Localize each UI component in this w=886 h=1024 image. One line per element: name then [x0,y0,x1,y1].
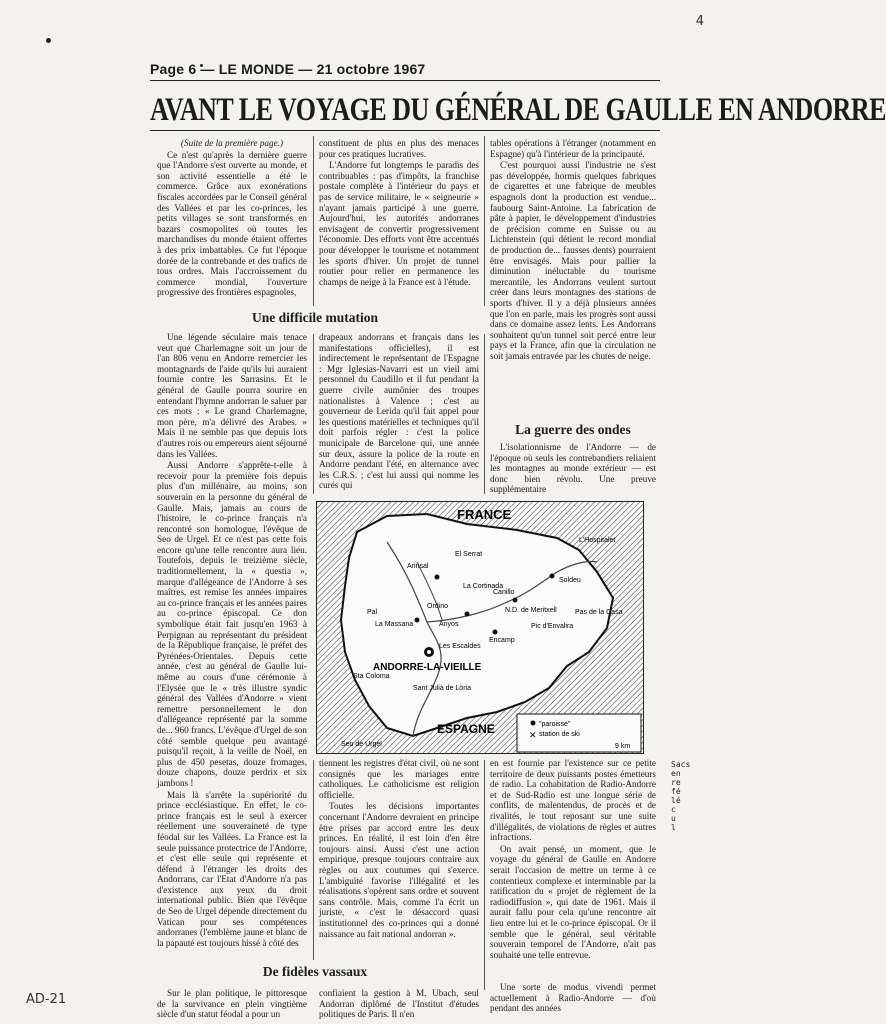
archive-page-number: 4 [695,14,704,29]
paragraph: Ce n'est qu'après la dernière guerre que l'Andorre s'est ouverte au monde, et son activité essentielle a été le commerce. Grâce aux exonérations fiscales accordées par le Conseil général des Vallées et par les co-princes, les petits villages se sont transformés en bazars cosmopolites où toutes les marchandises du monde étaient offertes à des prix imbattables. Ce fut l'époque dorée de la contrebande et des trafics de tous ordres. Mais l'accroissement du commerce mondial, l'ouverture progressive des frontières espagnoles, [157,149,307,298]
legend-parish: "paroisse" [539,721,571,728]
paragraph: Une légende séculaire mais tenace veut que Charlemagne soit un jour de l'an 806 venu en Andorre remercier les montagnards de l'aide qu'ils lui auraient fournie contre les Sarrasins. Et le général de Gaulle pourra sourire en entendant l'hymne andorran le saluer par ces mots : « Le grand Charlemagne, mon père, m'a délivré des Arabes. » Mais il ne semble pas que depuis lors d'autres rois ou empereurs aient séjourné dans les Vallées. [157,332,307,459]
paragraph: confiaient la gestion à M. Ubach, seul Andorran diplômé de l'Institut d'études politiques de Paris. Il n'en [319,988,479,1020]
map-place: Pal [367,609,378,616]
column-2-low [319,758,479,958]
paragraph: en est fournie par l'existence sur ce petite territoire de deux puissants postes émetteurs de radio. La cohabitation de Radio-Andorre et de Sud-Radio est une longue série de conflits, de malentendus, de procès et de rivalités, le tout reposant sur une suite d'illégalités, de violations de règles et autres infractions. [490,758,656,843]
column-divider [484,136,485,306]
village-marker [493,630,498,635]
map-place: Arinsal [407,563,429,570]
section-heading: De fidèles vassaux [262,964,368,979]
map-place: Anyos [439,621,459,628]
paragraph: drapeaux andorrans et français dans les manifestations officielles), il est indirectement le représentant de l'Espagne : Mgr Iglesias-Navarri est un vieil ami personnel du Caudillo et il fut pendant la guerre civile aumônier des troupes nationalistes à Valence ; c'est au gouverneur de Lerida qu'il fait appel pour les questions matérielles et techniques qu'il doit parfois régler : c'est la police municipale de Barcelone qui, une année sur deux, assure la police de la route en Andorre pendant l'été, en alternance avec les C.R.S. ; c'est lui aussi qui nomme les curés qui [319,332,479,491]
map-place: Sta Coloma [353,673,390,680]
header-rule [150,80,660,81]
village-marker [415,618,420,623]
andorra-map [316,501,644,754]
section-heading: La guerre des ondes [515,422,631,437]
section-heading: Une difficile mutation [252,310,378,325]
column-1-bot [157,988,307,1022]
paragraph: tables opérations à l'étranger (notamment en Espagne) qu'à l'intérieur de la principauté. [490,138,656,159]
map-place: Soldeu [559,577,581,584]
village-marker [513,598,518,603]
map-place: Sant Julià de Lòria [413,685,471,692]
column-3-bot [490,982,656,1022]
paragraph: Toutes les décisions importantes concernant l'Andorre devraient en principe être prises par accord entre les deux princes. En réalité, il est loin d'en être toujours ainsi. Aussi c'est une action empirique, presque toujours contraire aux règles ou aux coutumes qui s'exerce. L'ambiguïté favorise l'illégalité et les réalisations s'opèrent sans ordre et souvent sans contrôle. Mais, comme l'a écrit un juriste, « c'est le désaccord quasi institutionnel des co-princes qui a donné naissance au fait national andorran ». [319,801,479,939]
map-place: L'Hospitalet [579,537,616,544]
headline: AVANT LE VOYAGE DU GÉNÉRAL DE GAULLE EN ANDORRE [150,91,886,128]
column-divider [313,136,314,306]
map-place: La Cortinada [463,583,504,590]
village-marker [465,612,470,617]
map-place: Les Escaldes [439,643,481,650]
column-3-mid [490,442,656,496]
map-label-france: FRANCE [457,507,512,522]
column-2-bot [319,988,479,1022]
map-place: Pas de la Casa [575,609,623,616]
paragraph: L'isolationnisme de l'Andorre — de l'époque où seuls les contrebandiers reliaient les montagnes au monde extérieur — est donc bien révolu. Une preuve supplémentaire [490,442,656,495]
map-place: Canillo [493,589,515,596]
legend-ski: station de ski [539,731,580,738]
map-place: El Serrat [455,551,483,558]
column-divider [313,334,314,494]
column-divider [484,760,485,990]
paragraph: tiennent les registres d'état civil, où ne sont consignés que les mariages entre catholiques. Le catholicisme est religion officielle. [319,758,479,800]
archive-code: AD-21 [26,992,67,1007]
map-place: Ordino [427,603,449,610]
map-label-espagne: ESPAGNE [437,722,495,736]
village-marker [550,574,555,579]
column-3-low [490,758,656,978]
legend-parish-marker [531,721,536,726]
map-scale: 9 km [615,743,631,750]
ski-icon: ✕ [529,730,537,740]
paragraph: Sur le plan politique, le pittoresque de la survivance en plein vingtième siècle d'un statut féodal a pour un [157,988,307,1020]
map-place: Seo de Urgel [341,741,382,748]
paragraph: C'est pourquoi aussi l'industrie ne s'est pas développée, hormis quelques fabriques de cigarettes et une fabrique de meubles espagnols dont la production est vendue... faubourg Saint-Antoine. La fabrication de pâte à papier, le développement d'industries de précision comme en Suisse ou au Lichtenstein (qui détient le record mondial de production de... fausses dents) pourraient être envisagés. Mais pour pallier la diminution inéluctable du tourisme mercantile, les Andorrans veulent surtout créer dans leurs montagnes des stations de sports d'hiver. Il y a déjà plusieurs années que l'on en parle, mais les progrès sont aussi dans ce domaine assez lents. Les Andorrans souhaitent qu'un tunnel soit percé entre leur pays et la France, afin que la circulation ne soit jamais entravée par les chutes de neige. [490,160,656,361]
column-1-mid [157,332,307,958]
headline-rule [150,130,660,131]
map-place: Pic d'Envalira [531,623,574,630]
faint-margin-annotation [96,325,136,585]
column-divider [484,334,485,494]
column-2-top [319,138,479,306]
village-marker [435,575,440,580]
paragraph: Mais là s'arrête la supériorité du prince ecclésiastique. En effet, le co-prince français est le seul à exercer réellement une souveraineté de type féodal sur les Vallées. La France est la seule puissance protectrice de l'Andorre, et c'est elle seule qui représente et défend à l'étranger les droits des Andorrans, car l'Etat d'Andorre n'a pas d'existence aux yeux du droit international public. Bien que l'évêque de Seo de Urgel dépende directement du Vatican pour ses compétences andorranes (l'emblème jaune et blanc de la papauté est toujours hissé à côté des [157,789,307,948]
column-3-top [490,138,656,416]
page-header: Page 6 — LE MONDE — 21 octobre 1967 [150,61,426,77]
paragraph: Une sorte de modus vivendi permet actuellement à Radio-Andorre — d'où pendant des années [490,982,656,1014]
continuation-note: (Suite de la première page.) [180,138,284,148]
paragraph: On avait pensé, un moment, que le voyage du général de Gaulle en Andorre serait l'occasion de mettre un terme à ce contentieux complexe et interminable par la ratification du « projet de règlement de la radiodiffusion », qui date de 1961. Mais il aurait fallu pour cela qu'une rencontre ait lieu entre lui et le co-prince épiscopal. Or il semble que le général, seul véritable souverain temporel de l'Andorre, n'ait pas souhaité une telle entrevue. [490,843,656,960]
map-place: N.D. de Meritxell [505,607,557,614]
map-graphic [317,502,643,753]
map-label-capital: ANDORRE-LA-VIEILLE [373,662,482,673]
map-place: Encamp [489,637,515,644]
column-divider [313,760,314,960]
paragraph: L'Andorre fut longtemps le paradis des contribuables : pas d'impôts, la franchise postale complète à l'intérieur du pays et pas de service militaire, le « seigneurie » n'ayant jamais participé à une guerre. Aujourd'hui, les autorités andorranes envisagent de convertir progressivement l'économie. Des efforts vont être accentués pour développer le tourisme et notamment les sports d'hiver. Un projet de tunnel routier pour relier en permanence les champs de neige à la France est à l'étude. [319,160,479,287]
side-stamp: Sacs en re fé lé c u l [671,760,691,832]
map-place: La Massana [375,621,414,628]
column-2-mid [319,332,479,492]
paragraph: Aussi Andorre s'apprête-t-elle à recevoir pour la première fois depuis plus d'un millénaire, au moins, son souverain en la personne du général de Gaulle. Mais, jamais au cours de l'histoire, le co-prince français n'a rencontré son homologue, l'évêque de Seo de Urgel. Et ce n'est pas cette fois encore qu'une telle rencontre aura lieu. Toutefois, depuis le treizième siècle, traditionnellement, la « questia », marque d'allégeance de l'Andorre à ses maîtres, est remise les années impaires au co-prince français et les années paires au co-prince épiscopal. Ce don symbolique était fait jusqu'en 1963 à Perpignan au représentant du président de la République française, le préfet des Pyrénées-Orientales. Depuis cette année, c'est au général de Gaulle lui-même au cours d'une cérémonie à l'Elysée que le « très illustre syndic général des Vallées d'Andorre » vient remettre personnellement le don d'allégeance représenté par la somme de... 960 francs. L'évêque d'Urgel de son côté semble quelque peu avantagé puisqu'il reçoit, à la veille de Noël, en plus de 450 pesetas, douze fromages, douze chapons, douze perdrix et six jambons ! [157,460,307,788]
punch-mark [46,38,51,43]
paragraph: constituent de plus en plus des menaces pour ces pratiques lucratives. [319,138,479,159]
column-1-top [157,138,307,306]
